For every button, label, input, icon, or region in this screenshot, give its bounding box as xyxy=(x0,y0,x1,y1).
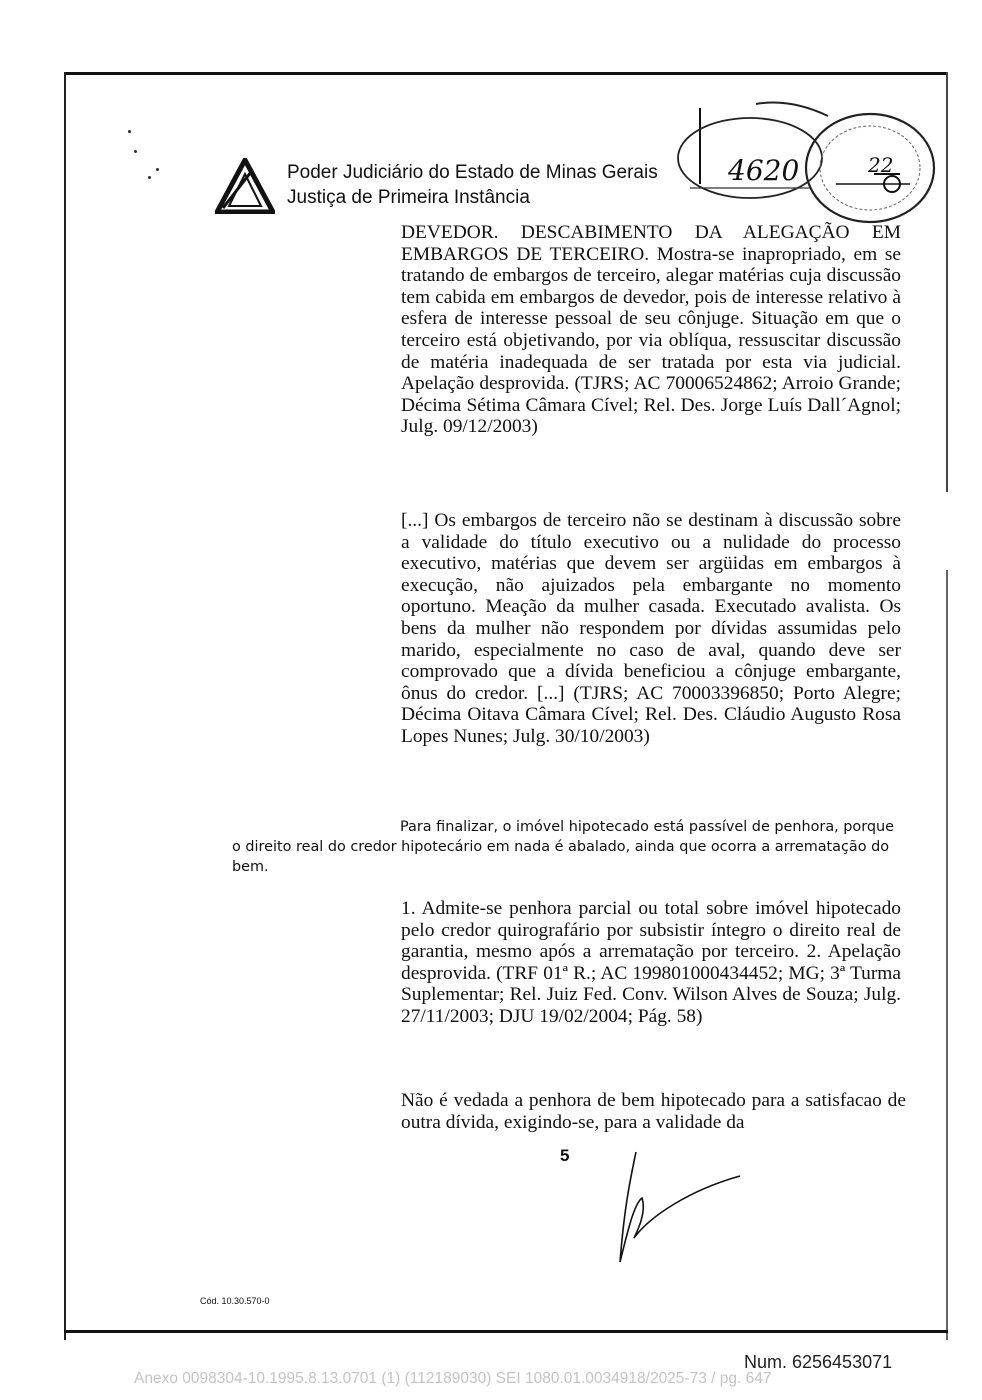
handwritten-signature xyxy=(600,1150,750,1270)
paragraph-finalizar-text: Para finalizar, o imóvel hipotecado está passível de penhora, porque o direito real do credor hipotecário em nada é abalado, ainda que ocorra a arrematação do bem. xyxy=(232,819,895,875)
page-frame-top xyxy=(64,72,948,75)
folio-stamp-icon xyxy=(660,96,940,226)
quote-block-tjrs-2: [...] Os embargos de terceiro não se destinam à discussão sobre a validade do título executivo ou a nulidade do processo executivo, matérias que devem ser argüidas em embargos à execução, não ajuizados pela embargante no momento oportuno. Meação da mulher casada. Executado avalista. Os bens da mulher não respondem por dívidas assumidas pelo marido, especialmente no caso de aval, quando deve ser comprovado que a dívida beneficiou a cônjuge embargante, ônus do credor. [...] (TJRS; AC 70003396850; Porto Alegre; Décima Oitava Câmara Cível; Rel. Des. Cláudio Augusto Rosa Lopes Nunes; Julg. 30/10/2003) xyxy=(401,510,901,747)
stamp-handwritten-number: 4620 xyxy=(728,154,800,187)
annex-watermark: Anexo 0098304-10.1995.8.13.0701 (1) (112189030) SEI 1080.01.0034918/2025-73 / pg. 647 xyxy=(134,1370,772,1387)
stamp-sheet-number: 22 xyxy=(868,153,894,177)
page-frame-left xyxy=(64,72,66,1340)
page-frame-right-lower xyxy=(946,570,948,1340)
scan-speck xyxy=(156,168,159,171)
form-code: Cód. 10.30.570-0 xyxy=(200,1296,270,1306)
header-court-name: Poder Judiciário do Estado de Minas Gerais xyxy=(287,162,658,183)
scan-speck xyxy=(134,150,137,153)
header-instance: Justiça de Primeira Instância xyxy=(287,187,530,208)
paragraph-nao-vedada: Não é vedada a penhora de bem hipotecado para a satisfacao de outra dívida, exigindo-se, para a validade da xyxy=(401,1090,906,1133)
court-triangle-logo-icon xyxy=(215,158,275,214)
page-frame-bottom xyxy=(64,1330,948,1333)
scan-speck xyxy=(148,176,151,179)
page-frame-right xyxy=(946,72,948,492)
quote-block-tjrs-1: DEVEDOR. DESCABIMENTO DA ALEGAÇÃO EM EMBARGOS DE TERCEIRO. Mostra-se inapropriado, em se tratando de embargos de terceiro, alegar matérias cuja discussão tem cabida em embargos de devedor, pois de interesse relativo à esfera de interesse pessoal de seu cônjuge. Situação em que o terceiro está objetivando, por via oblíqua, ressuscitar discussão de matéria inadequada de ser tratada por esta via judicial. Apelação desprovida. (TJRS; AC 70006524862; Arroio Grande; Décima Sétima Câmara Cível; Rel. Des. Jorge Luís Dall´Agnol; Julg. 09/12/2003) xyxy=(401,222,901,438)
paragraph-finalizar xyxy=(232,817,902,877)
quote-block-trf: 1. Admite-se penhora parcial ou total sobre imóvel hipotecado pelo credor quirografário por subsistir íntegro o direito real de garantia, mesmo após a arrematação por terceiro. 2. Apelação desprovida. (TRF 01ª R.; AC 199801000434452; MG; 3ª Turma Suplementar; Rel. Juiz Fed. Conv. Wilson Alves de Souza; Julg. 27/11/2003; DJU 19/02/2004; Pág. 58) xyxy=(401,898,901,1027)
page-number: 5 xyxy=(560,1146,570,1165)
scan-speck xyxy=(128,130,131,133)
document-number: Num. 6256453071 xyxy=(744,1352,893,1372)
